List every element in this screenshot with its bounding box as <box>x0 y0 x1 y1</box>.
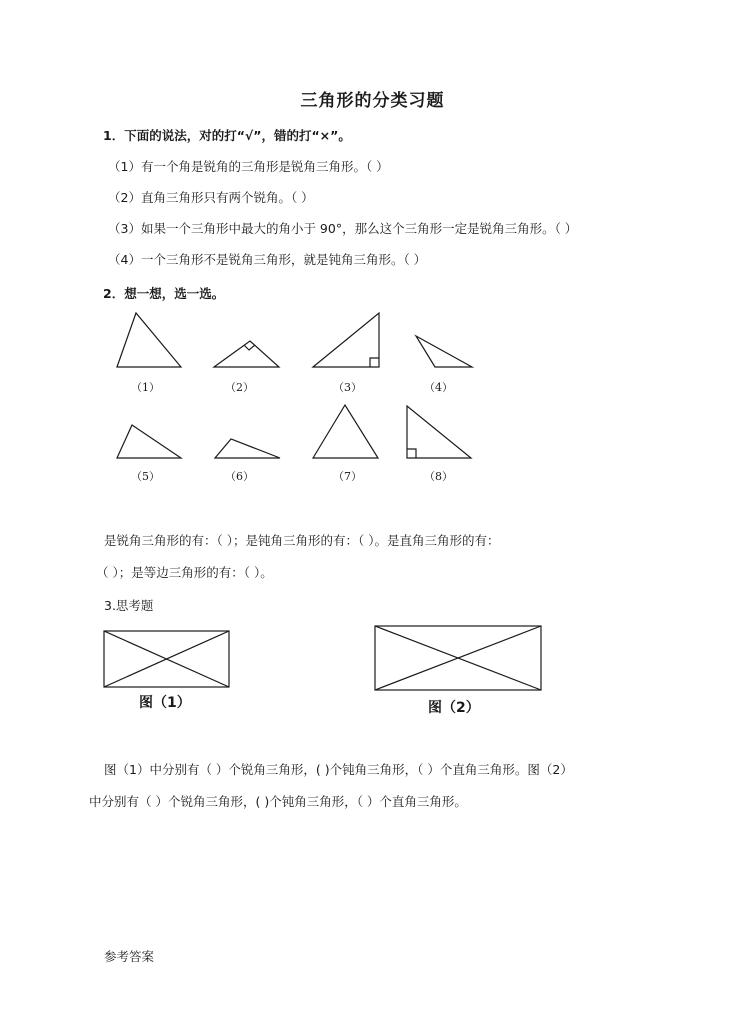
triangle-caption: （8） <box>424 470 453 483</box>
right-angle-mark-2 <box>244 345 255 350</box>
question-1-item: （3）如果一个三角形中最大的角小于 90°，那么这个三角形一定是锐角三角形。（ ） <box>108 221 578 236</box>
question-1-item: （2）直角三角形只有两个锐角。（ ） <box>108 190 314 205</box>
triangle-7-equilateral <box>313 405 378 458</box>
question-3-text-line: 图（1）中分别有（ ）个锐角三角形，( )个钝角三角形，（ ）个直角三角形。图（2） <box>104 762 573 777</box>
triangle-caption: （2） <box>225 381 254 394</box>
triangle-6-obtuse <box>215 439 280 458</box>
triangle-caption: （7） <box>333 470 362 483</box>
triangle-caption: （5） <box>131 470 160 483</box>
triangle-3-right <box>313 313 379 367</box>
right-angle-mark-3 <box>370 358 379 367</box>
question-1-heading: 1．下面的说法，对的打“√”，错的打“×”。 <box>103 128 351 143</box>
triangle-2-right <box>214 341 279 367</box>
page-title: 三角形的分类习题 <box>300 91 445 111</box>
triangle-caption: （3） <box>333 381 362 394</box>
right-angle-mark-8 <box>407 449 416 458</box>
question-3-heading: 3.思考题 <box>104 598 154 613</box>
question-1-item: （1）有一个角是锐角的三角形是锐角三角形。（ ） <box>108 159 389 174</box>
question-2-answer-line: （ ）；是等边三角形的有：（ ）。 <box>96 565 273 580</box>
question-3-text-line: 中分别有（ ）个锐角三角形，( )个钝角三角形，（ ）个直角三角形。 <box>89 794 467 809</box>
triangle-4-obtuse <box>416 336 472 367</box>
triangle-caption: （4） <box>424 381 453 394</box>
triangle-caption: （6） <box>225 470 254 483</box>
question-2-answer-line: 是锐角三角形的有：（ ）；是钝角三角形的有：（ ）。是直角三角形的有： <box>104 533 500 548</box>
question-1-item: （4）一个三角形不是锐角三角形，就是钝角三角形。（ ） <box>108 252 427 267</box>
figure-1-caption: 图（1） <box>139 695 191 711</box>
figure-2-caption: 图（2） <box>428 700 480 716</box>
answer-key-heading: 参考答案 <box>104 949 155 964</box>
triangle-1-acute <box>117 313 181 367</box>
triangle-5-obtuse <box>117 425 181 458</box>
triangle-caption: （1） <box>131 381 160 394</box>
question-2-heading: 2．想一想，选一选。 <box>103 286 225 301</box>
